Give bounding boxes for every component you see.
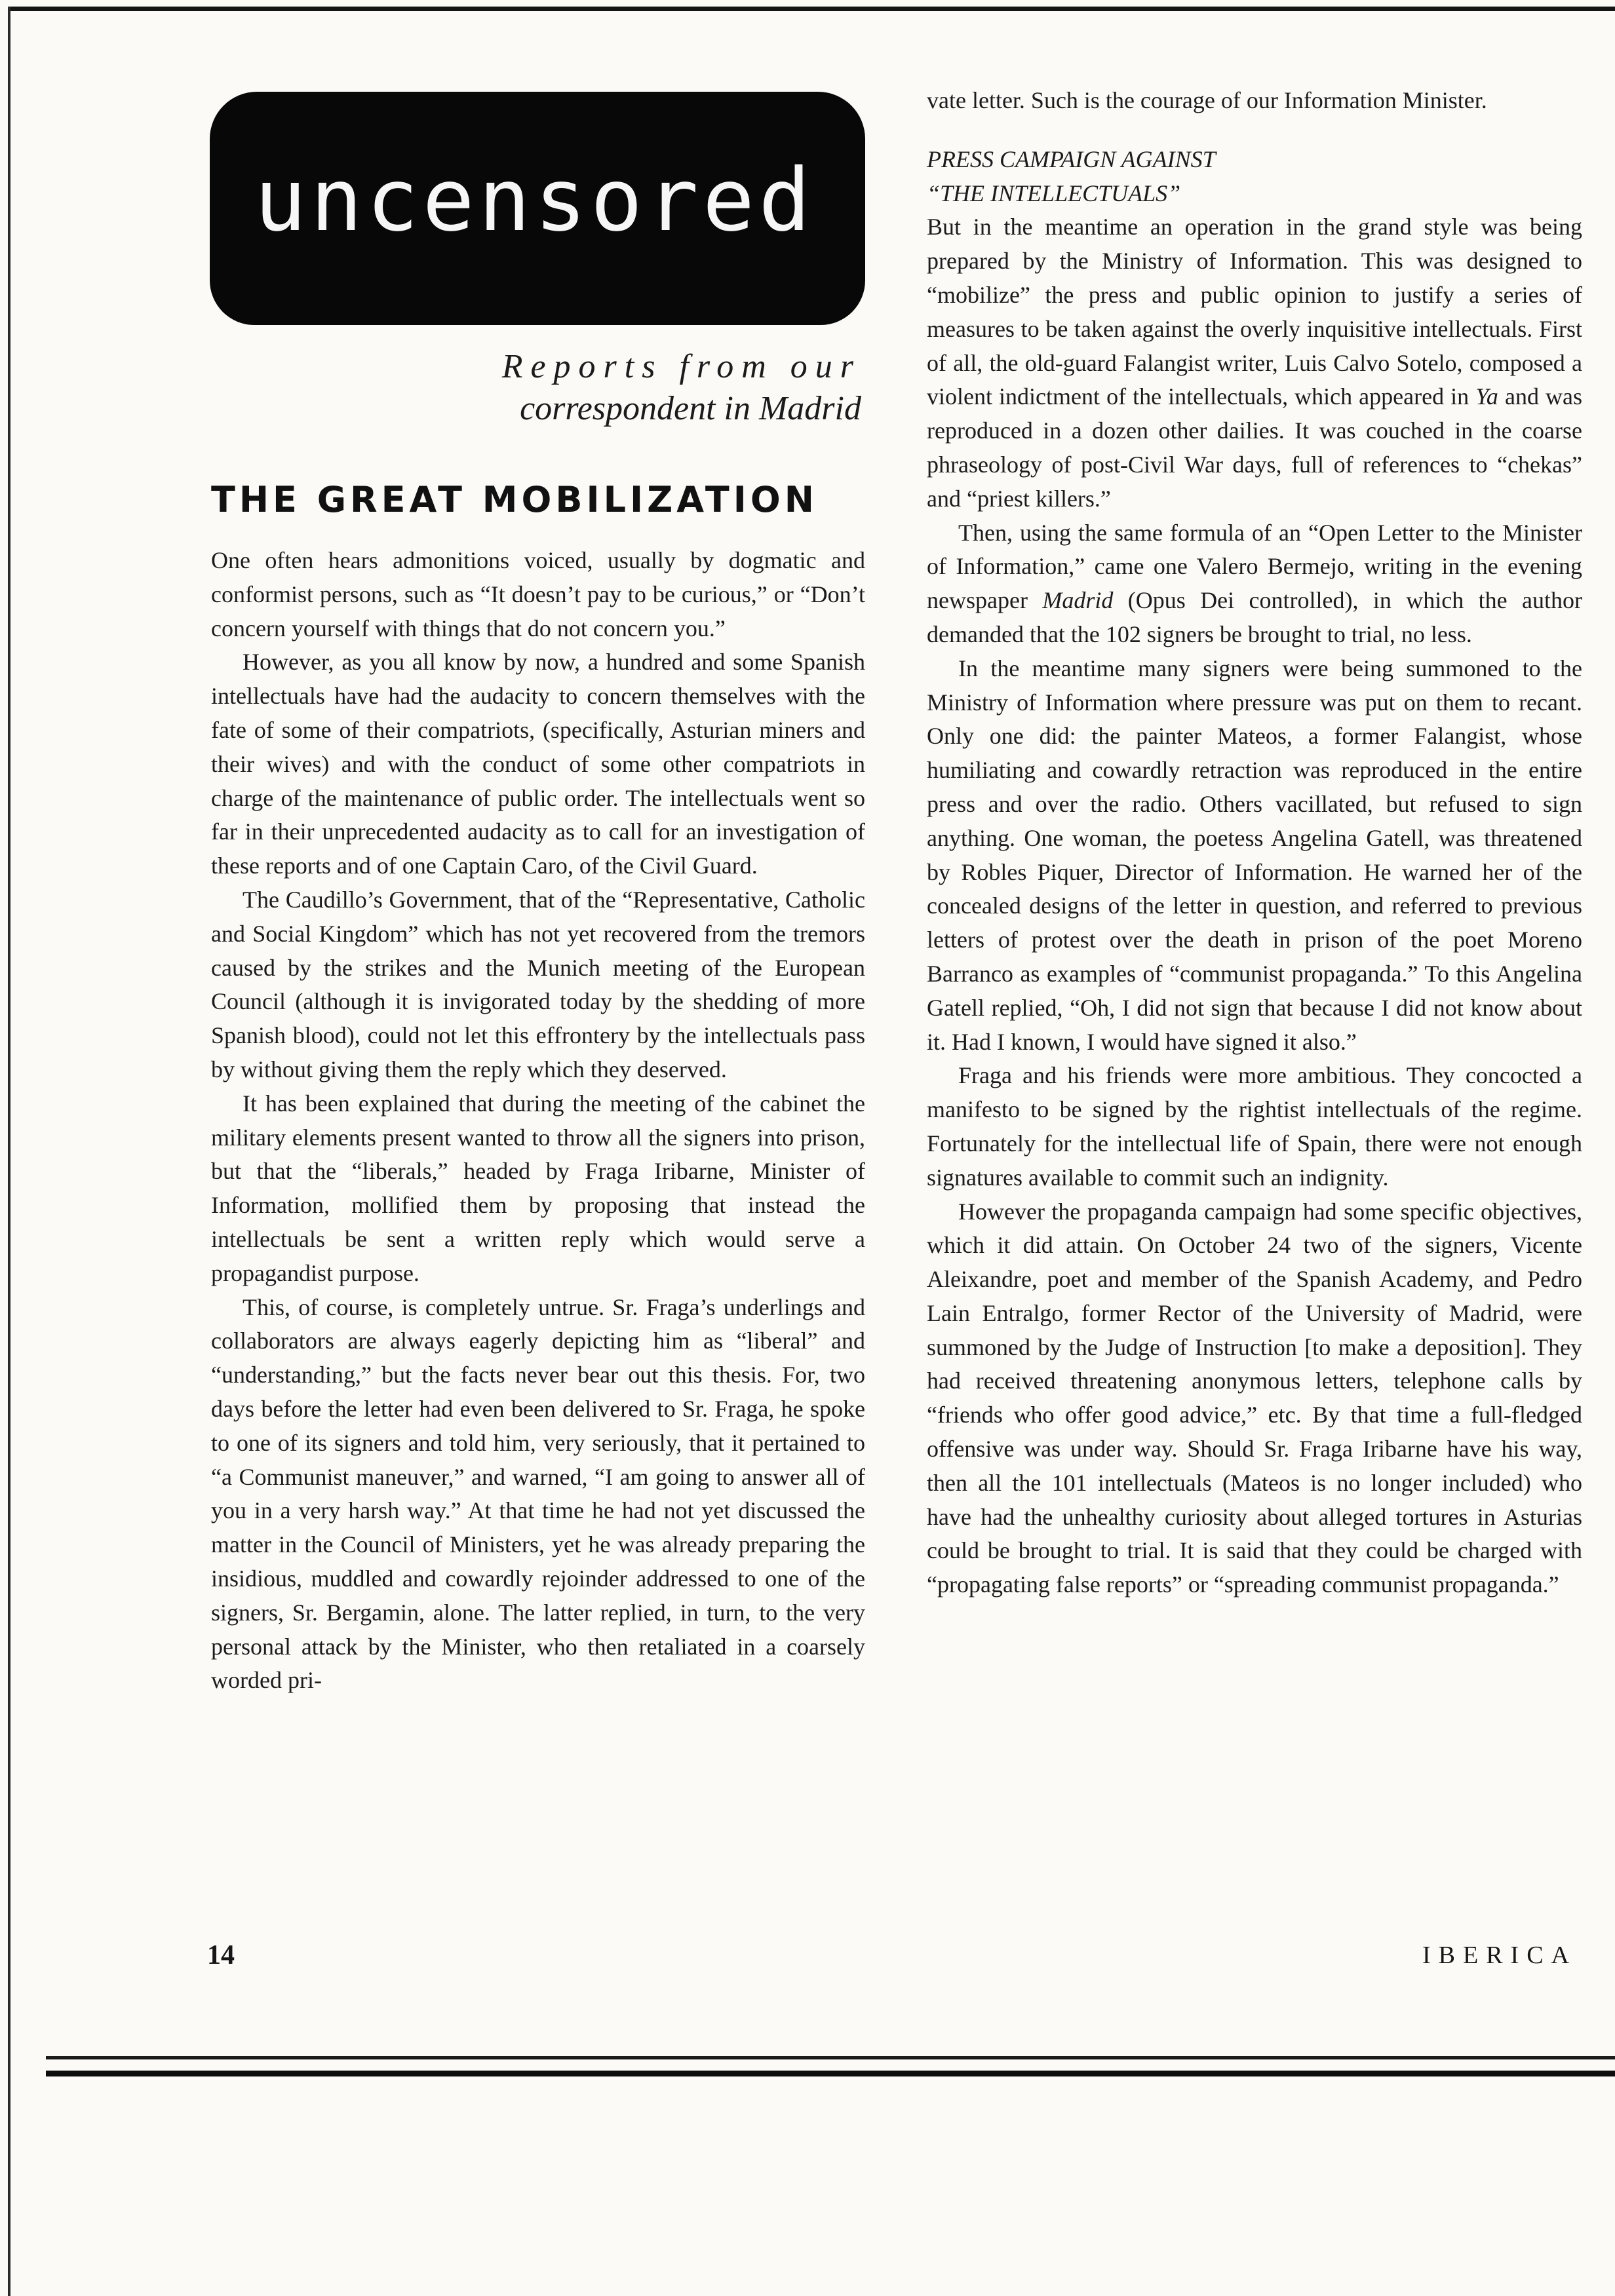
- page-number: 14: [207, 1940, 235, 1970]
- paragraph: However the propaganda campaign had some specific objectives, which it did attain. On October 24 two of the signers, Vicente Aleixandre, poet and member of the Spanish Academy, and Pedro Lain Entralgo, former Rector of the University of Madrid, were summoned by the Judge of Instruction [to make a deposition]. They had received threatening anonymous letters, telephone calls by “friends who offer good advice,” etc. By that time a full-fledged offensive was under way. Should Sr. Fraga Iribarne have his way, then all the 101 intellectuals (Mateos is no longer included) who have had the unhealthy curiosity about alleged tortures in Asturias could be brought to trial. It is said that they could be charged with “propagating false reports” or “spreading communist propaganda.”: [927, 1198, 1582, 1598]
- section-banner: [210, 92, 865, 325]
- left-border-rule: [8, 7, 10, 2296]
- newspaper-name-madrid: Madrid: [1042, 587, 1114, 614]
- paragraph-text: But in the meantime an operation in the grand style was being prepared by the Ministry of Information. This was designed to “mobilize” the press and public opinion to justify a series of measures to be taken against the overly inquisitive intellectuals. First of all, the old-guard Falangist writer, Luis Calvo Sotelo, composed a violent indictment of the intellectuals, which appeared in: [927, 214, 1582, 410]
- bottom-rule-thick: [46, 2071, 1615, 2076]
- subtitle-line-2: correspondent in Madrid: [520, 390, 861, 427]
- top-border-rule: [9, 7, 1615, 11]
- paragraph: Fraga and his friends were more ambitious. They concocted a manifesto to be signed by the rightist intellectuals of the regime. Fortunately for the intellectual life of Spain, there were not enough signatures available to commit such an indignity.: [927, 1062, 1582, 1191]
- subtitle-line-1: Reports from our: [501, 348, 861, 385]
- paragraph: One often hears admonitions voiced, usually by dogmatic and conformist persons, such as “It doesn’t pay to be curious,” or “Don’t concern yourself with things that do not concern you.”: [211, 547, 865, 641]
- left-column: [211, 544, 865, 1698]
- newspaper-name-ya: Ya: [1475, 383, 1498, 410]
- paragraph-text: (Opus Dei controlled), in which the author demanded that the 102 signers be brought to trial, no less.: [927, 587, 1583, 647]
- paragraph-text: and was reproduced in a dozen other dailies. It was couched in the coarse phraseology of post-Civil War days, full of references to “chekas” and “priest killers.”: [927, 383, 1583, 512]
- article-headline: THE GREAT MOBILIZATION: [211, 479, 818, 520]
- section-heading-line-2: “THE INTELLECTUALS”: [927, 180, 1181, 206]
- bottom-rule-thin: [46, 2056, 1615, 2059]
- paragraph: [927, 516, 1582, 652]
- paragraph: The Caudillo’s Government, that of the “Representative, Catholic and Social Kingdom” which has not yet recovered from the tremors caused by the strikes and the Munich meeting of the European Council (although it is invigorated today by the shedding of more Spanish blood), could not let this effrontery by the intellectuals pass by without giving them the reply which they deserved.: [211, 886, 865, 1082]
- right-column: [927, 84, 1582, 1602]
- article-subtitle: [337, 346, 861, 430]
- banner-title: uncensored: [254, 150, 815, 251]
- section-heading: [927, 143, 1582, 211]
- paragraph: In the meantime many signers were being summoned to the Ministry of Information where pressure was put on them to recant. Only one did: the painter Mateos, a former Falangist, whose humiliating and cowardly retraction was reproduced in the entire press and over the radio. Others vacillated, but refused to sign anything. One woman, the poetess Angelina Gatell, was threatened by Robles Piquer, Director of Information. He warned her of the concealed designs of the letter in question, and referred to previous letters of protest over the death in prison of the poet Moreno Barranco as examples of “communist propaganda.” To this Angelina Gatell replied, “Oh, I did not sign that because I did not know about it. Had I known, I would have signed it also.”: [927, 655, 1582, 1055]
- paragraph: [927, 210, 1582, 516]
- paragraph: It has been explained that during the meeting of the cabinet the military elements present wanted to throw all the signers into prison, but that the “liberals,” headed by Fraga Iribarne, Minister of Information, mollified them by proposing that instead the intellectuals be sent a written reply which would serve a propagandist purpose.: [211, 1090, 865, 1286]
- paragraph: This, of course, is completely untrue. Sr. Fraga’s underlings and collaborators are always eagerly depicting him as “liberal” and “understanding,” but the facts never bear out this thesis. For, two days before the letter had even been delivered to Sr. Fraga, he spoke to one of its signers and told him, very seriously, that it pertained to “a Communist maneuver,” and warned, “I am going to answer all of you in a very harsh way.” At that time he had not yet discussed the matter in the Council of Ministers, yet he was already preparing the insidious, muddled and cowardly rejoinder addressed to one of the signers, Sr. Bergamin, alone. The latter replied, in turn, to the very personal attack by the Minister, who then retaliated in a coarsely worded pri-: [211, 1293, 865, 1694]
- paragraph-text: Then, using the same formula of an “Open Letter to the Minister of Information,” came one Valero Bermejo, writing in the evening newspaper: [927, 519, 1582, 614]
- paragraph: However, as you all know by now, a hundred and some Spanish intellectuals have had the audacity to concern themselves with the fate of some of their compatriots, (specifically, Asturian miners and their wives) and with the conduct of some other compatriots in charge of the maintenance of public order. The intellectuals went so far in their unprecedented audacity as to call for an investigation of these reports and of one Captain Caro, of the Civil Guard.: [211, 649, 865, 879]
- section-heading-line-1: PRESS CAMPAIGN AGAINST: [927, 145, 1216, 172]
- publication-name: IBERICA: [1422, 1942, 1577, 1969]
- continued-paragraph: vate letter. Such is the courage of our Information Minister.: [927, 87, 1487, 113]
